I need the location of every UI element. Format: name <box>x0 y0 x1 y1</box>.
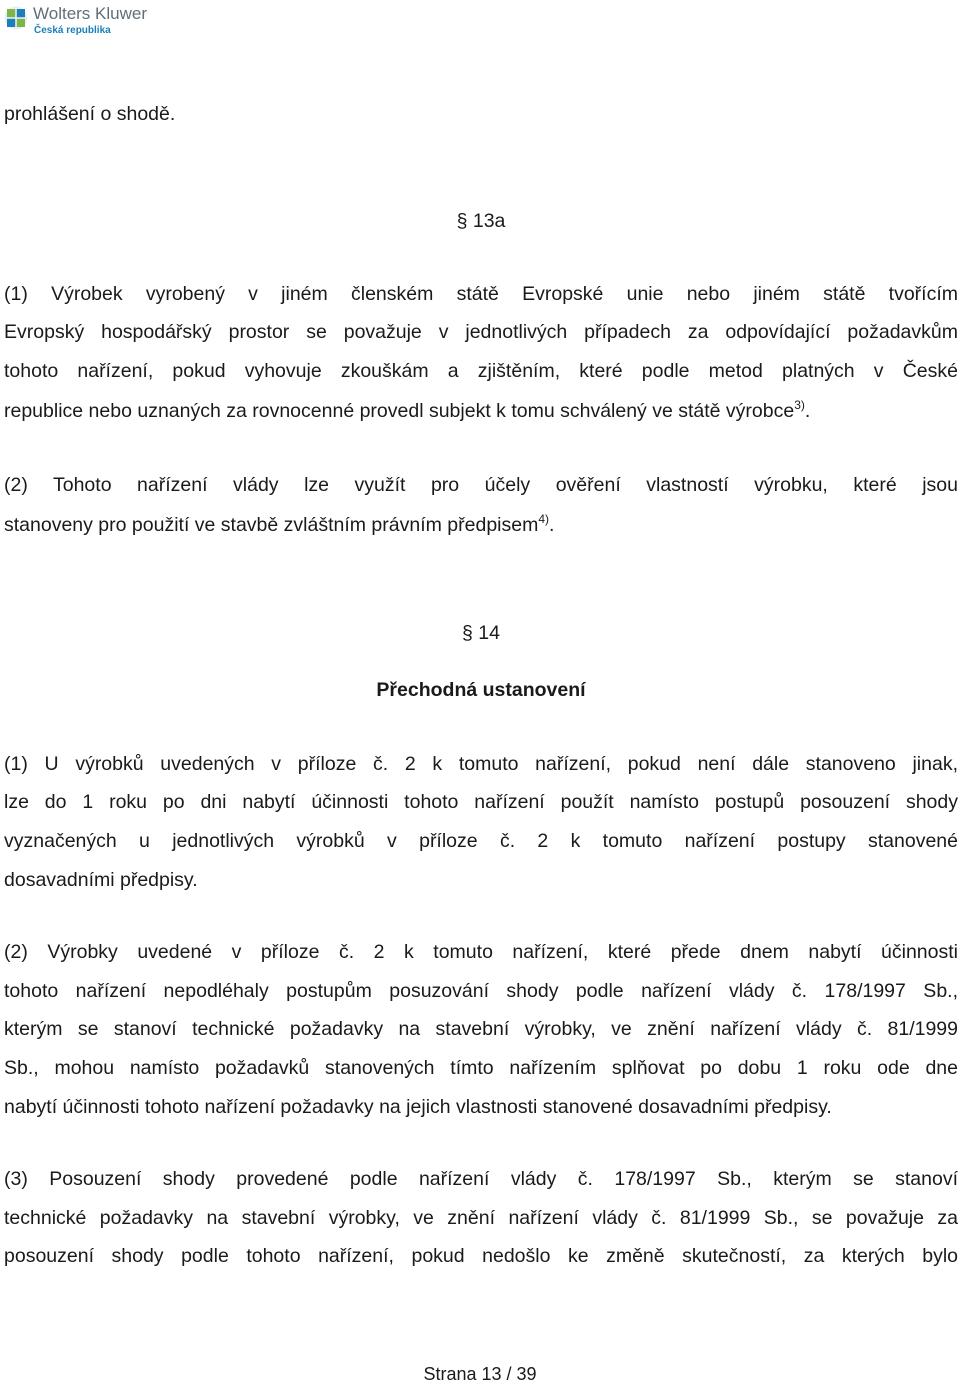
logo-subtitle: Česká republika <box>34 25 111 36</box>
s14-p2-line-3: kterým se stanoví technické požadavky na stavební výrobky, ve znění nařízení vlády č. 81/1999 <box>4 1018 958 1040</box>
s14-p2-line-4: Sb., mohou namísto požadavků stanovených tímto nařízením splňovat po dobu 1 roku ode dne <box>4 1057 958 1079</box>
s14-p3-line-1: (3) Posouzení shody provedené podle nařízení vlády č. 178/1997 Sb., kterým se stanoví <box>4 1168 958 1190</box>
section-13a-heading: § 13a <box>456 210 506 232</box>
logo-mark-icon <box>4 6 28 30</box>
s14-p1-line-4: dosavadními předpisy. <box>4 869 198 891</box>
s13a-p1-line-1: (1) Výrobek vyrobený v jiném členském státě Evropské unie nebo jiném státě tvořícím <box>4 283 958 305</box>
section-14-heading: § 14 <box>462 622 500 644</box>
s13a-p1-line-3: tohoto nařízení, pokud vyhovuje zkouškám a zjištěním, které podle metod platných v České <box>4 360 958 382</box>
s14-p2-line-1: (2) Výrobky uvedené v příloze č. 2 k tomuto nařízení, které přede dnem nabytí účinnosti <box>4 941 958 963</box>
s13a-p1-line-2: Evropský hospodářský prostor se považuje v jednotlivých případech za odpovídající požadavkům <box>4 321 958 343</box>
footnote-ref-3[interactable]: 3) <box>794 398 805 412</box>
s13a-p2-line-1: (2) Tohoto nařízení vlády lze využít pro účely ověření vlastností výrobku, které jsou <box>4 474 958 496</box>
page-number: Strana 13 / 39 <box>423 1364 537 1384</box>
logo-name: Wolters Kluwer <box>33 4 147 23</box>
section-14-title: Přechodná ustanovení <box>376 679 586 701</box>
s13a-p1-line-4 <box>4 392 958 431</box>
s14-p1-line-2: lze do 1 roku po dni nabytí účinnosti tohoto nařízení použít namísto postupů posouzení shody <box>4 791 958 813</box>
s13a-p2-line-2-end: . <box>549 514 555 536</box>
s13a-p2-line-2-text: stanoveny pro použití ve stavbě zvláštním právním předpisem <box>4 514 539 536</box>
s14-p3-line-3: posouzení shody podle tohoto nařízení, pokud nedošlo ke změně skutečností, za kterých bylo <box>4 1245 958 1267</box>
s13a-p1-line-4-text: republice nebo uznaných za rovnocenné provedl subjekt k tomu schválený ve státě výrobce <box>4 400 795 422</box>
s14-p1-line-1: (1) U výrobků uvedených v příloze č. 2 k tomuto nařízení, pokud není dále stanoveno jinak, <box>4 753 958 775</box>
s13a-p2-line-2 <box>4 506 958 545</box>
s14-p1-line-3: vyznačených u jednotlivých výrobků v příloze č. 2 k tomuto nařízení postupy stanovené <box>4 830 958 852</box>
s14-p3-line-2: technické požadavky na stavební výrobky, ve znění nařízení vlády č. 81/1999 Sb., se považuje za <box>4 1207 958 1229</box>
footnote-ref-4[interactable]: 4) <box>538 512 550 526</box>
s14-p2-line-2: tohoto nařízení nepodléhaly postupům posuzování shody podle nařízení vlády č. 178/1997 Sb., <box>4 980 958 1002</box>
s13a-p1-line-4-end: . <box>804 400 811 422</box>
intro-line: prohlášení o shodě. <box>4 103 176 125</box>
s14-p2-line-5: nabytí účinnosti tohoto nařízení požadavky na jejich vlastnosti stanovené dosavadními předpisy. <box>4 1096 832 1118</box>
wolters-kluwer-logo <box>4 4 147 38</box>
